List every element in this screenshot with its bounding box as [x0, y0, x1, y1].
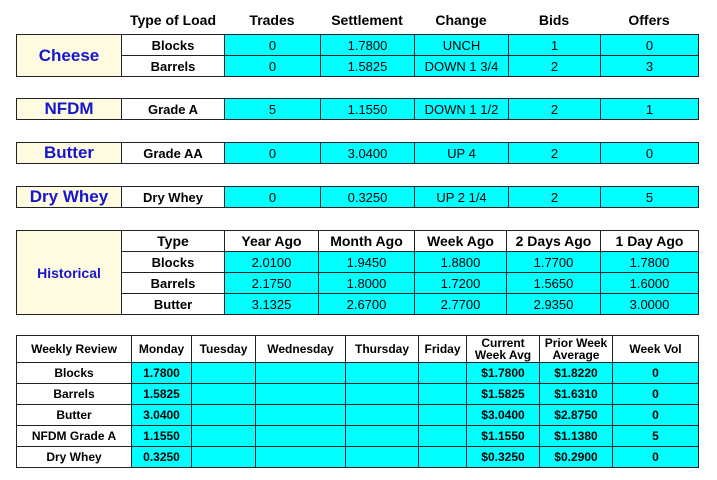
value-cell: 0 — [613, 447, 699, 468]
butter-table — [16, 142, 699, 164]
value-cell: $1.1380 — [540, 426, 613, 447]
trades-cell: 0 — [225, 143, 321, 164]
value-cell — [256, 447, 346, 468]
historical-label: Historical — [17, 231, 122, 315]
nfdm-table — [16, 98, 699, 120]
column-header: Prior Week Average — [540, 336, 613, 363]
value-cell — [192, 384, 256, 405]
table-header-row — [17, 336, 699, 363]
column-header: Monday — [132, 336, 192, 363]
change-cell: UNCH — [415, 35, 509, 56]
column-header: Friday — [419, 336, 467, 363]
table-row — [17, 405, 699, 426]
column-header: Thursday — [346, 336, 419, 363]
load-type-cell: Blocks — [122, 35, 225, 56]
trades-cell: 0 — [225, 35, 321, 56]
value-cell: 1.5650 — [507, 273, 601, 294]
column-header: Tuesday — [192, 336, 256, 363]
column-header: Weekly Review — [17, 336, 132, 363]
trades-cell: 5 — [225, 99, 321, 120]
value-cell: $3.0400 — [467, 405, 540, 426]
value-cell — [419, 447, 467, 468]
header-type-of-load: Type of Load — [129, 12, 217, 28]
settlement-cell: 0.3250 — [321, 187, 415, 208]
value-cell: $2.8750 — [540, 405, 613, 426]
row-type-cell: Barrels — [122, 273, 225, 294]
table-header-row — [17, 231, 699, 252]
load-type-cell: Barrels — [122, 56, 225, 77]
trades-cell: 0 — [225, 56, 321, 77]
column-header: 2 Days Ago — [507, 231, 601, 252]
change-cell: UP 2 1/4 — [415, 187, 509, 208]
drywhey-table — [16, 186, 699, 208]
cheese-table — [16, 34, 699, 77]
value-cell: 2.7700 — [415, 294, 507, 315]
column-header: Week Ago — [415, 231, 507, 252]
row-type-cell: Butter — [122, 294, 225, 315]
value-cell: 1.1550 — [132, 426, 192, 447]
value-cell — [192, 426, 256, 447]
value-cell — [192, 405, 256, 426]
value-cell: 1.9450 — [319, 252, 415, 273]
value-cell — [346, 405, 419, 426]
value-cell — [346, 447, 419, 468]
value-cell: 1.7800 — [132, 363, 192, 384]
value-cell — [256, 426, 346, 447]
butter-label: Butter — [17, 143, 122, 164]
value-cell: 1.7800 — [601, 252, 699, 273]
value-cell — [419, 363, 467, 384]
trades-cell: 0 — [225, 187, 321, 208]
column-header: 1 Day Ago — [601, 231, 699, 252]
column-header: Week Vol — [613, 336, 699, 363]
value-cell: 1.7700 — [507, 252, 601, 273]
header-offers: Offers — [628, 12, 670, 28]
table-row — [17, 187, 699, 208]
table-row — [17, 384, 699, 405]
value-cell: $0.3250 — [467, 447, 540, 468]
value-cell — [256, 363, 346, 384]
row-label-cell: NFDM Grade A — [17, 426, 132, 447]
nfdm-label: NFDM — [17, 99, 122, 120]
row-type-cell: Blocks — [122, 252, 225, 273]
value-cell: 1.6000 — [601, 273, 699, 294]
offers-cell: 5 — [601, 187, 699, 208]
settlement-cell: 1.5825 — [321, 56, 415, 77]
value-cell — [346, 384, 419, 405]
value-cell: 3.0400 — [132, 405, 192, 426]
load-type-cell: Dry Whey — [122, 187, 225, 208]
row-label-cell: Dry Whey — [17, 447, 132, 468]
column-header: Year Ago — [225, 231, 319, 252]
value-cell — [419, 405, 467, 426]
settlement-cell: 1.7800 — [321, 35, 415, 56]
drywhey-label: Dry Whey — [17, 187, 122, 208]
load-type-cell: Grade AA — [122, 143, 225, 164]
value-cell — [346, 426, 419, 447]
value-cell: 0 — [613, 363, 699, 384]
value-cell: 3.1325 — [225, 294, 319, 315]
column-header: Wednesday — [256, 336, 346, 363]
value-cell: 2.1750 — [225, 273, 319, 294]
value-cell — [192, 447, 256, 468]
value-cell: 5 — [613, 426, 699, 447]
value-cell — [419, 384, 467, 405]
value-cell: 0.3250 — [132, 447, 192, 468]
value-cell: $1.6310 — [540, 384, 613, 405]
column-header: Type — [122, 231, 225, 252]
bids-cell: 2 — [509, 143, 601, 164]
value-cell: 1.5825 — [132, 384, 192, 405]
value-cell: $1.5825 — [467, 384, 540, 405]
value-cell: $1.1550 — [467, 426, 540, 447]
value-cell: $0.2900 — [540, 447, 613, 468]
bids-cell: 1 — [509, 35, 601, 56]
value-cell — [192, 363, 256, 384]
value-cell: 0 — [613, 405, 699, 426]
historical-table — [16, 230, 699, 315]
change-cell: UP 4 — [415, 143, 509, 164]
header-bids: Bids — [538, 12, 570, 28]
table-row — [17, 447, 699, 468]
bids-cell: 2 — [509, 99, 601, 120]
settlement-cell: 3.0400 — [321, 143, 415, 164]
value-cell — [256, 384, 346, 405]
value-cell: $1.8220 — [540, 363, 613, 384]
header-settlement: Settlement — [331, 12, 403, 28]
value-cell: $1.7800 — [467, 363, 540, 384]
value-cell: 3.0000 — [601, 294, 699, 315]
value-cell: 2.0100 — [225, 252, 319, 273]
table-row — [17, 143, 699, 164]
table-row — [17, 363, 699, 384]
value-cell — [419, 426, 467, 447]
row-label-cell: Barrels — [17, 384, 132, 405]
cheese-label: Cheese — [17, 35, 122, 77]
value-cell: 1.8000 — [319, 273, 415, 294]
value-cell: 2.6700 — [319, 294, 415, 315]
offers-cell: 0 — [601, 35, 699, 56]
value-cell: 2.9350 — [507, 294, 601, 315]
header-trades: Trades — [249, 12, 295, 28]
bids-cell: 2 — [509, 56, 601, 77]
row-label-cell: Butter — [17, 405, 132, 426]
table-row — [17, 35, 699, 56]
offers-cell: 1 — [601, 99, 699, 120]
value-cell — [346, 363, 419, 384]
load-type-cell: Grade A — [122, 99, 225, 120]
weekly-review-table — [16, 335, 699, 468]
column-header: Current Week Avg — [467, 336, 540, 363]
change-cell: DOWN 1 3/4 — [415, 56, 509, 77]
row-label-cell: Blocks — [17, 363, 132, 384]
table-row — [17, 426, 699, 447]
column-header: Month Ago — [319, 231, 415, 252]
value-cell: 0 — [613, 384, 699, 405]
offers-cell: 3 — [601, 56, 699, 77]
header-change: Change — [435, 12, 487, 28]
table-row — [17, 99, 699, 120]
settlement-cell: 1.1550 — [321, 99, 415, 120]
value-cell: 1.7200 — [415, 273, 507, 294]
offers-cell: 0 — [601, 143, 699, 164]
change-cell: DOWN 1 1/2 — [415, 99, 509, 120]
value-cell — [256, 405, 346, 426]
value-cell: 1.8800 — [415, 252, 507, 273]
bids-cell: 2 — [509, 187, 601, 208]
